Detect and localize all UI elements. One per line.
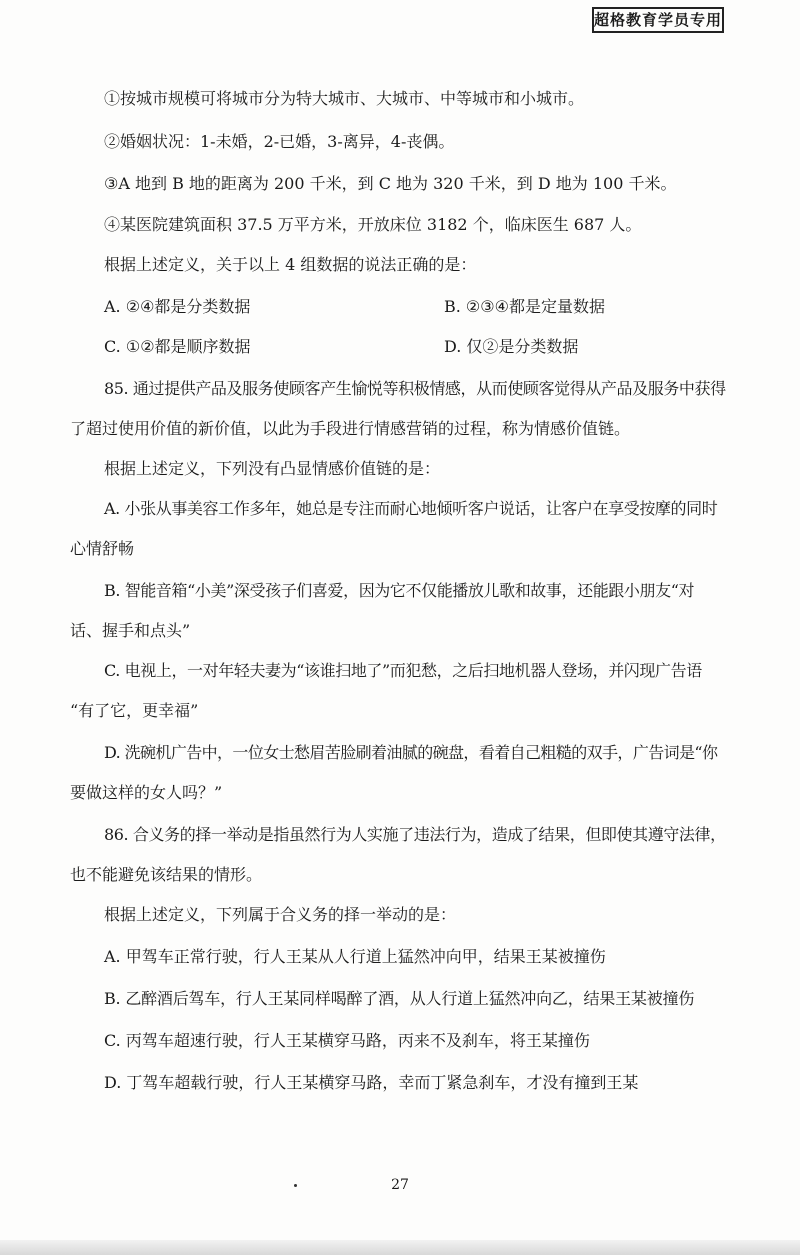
q86-option-a: A. 甲驾车正常行驶，行人王某从人行道上猛然冲向甲，结果王某被撞伤	[104, 947, 606, 966]
q86-option-c: C. 丙驾车超速行驶，行人王某横穿马路，丙来不及刹车，将王某撞伤	[104, 1031, 590, 1050]
q85-option-c-line-2: “有了它，更幸福”	[70, 701, 199, 720]
watermark-stamp: 超格教育学员专用	[592, 7, 724, 33]
q85-option-d-line-2: 要做这样的女人吗？”	[70, 783, 223, 802]
q85-question: 根据上述定义，下列没有凸显情感价值链的是：	[104, 459, 441, 478]
q85-option-d-line-1: D. 洗碗机广告中，一位女士愁眉苦脸刷着油腻的碗盘，看着自己粗糙的双手，广告词是“你	[104, 743, 718, 762]
q86-definition-line-2: 也不能避免该结果的情形。	[70, 865, 263, 884]
stray-dot	[294, 1184, 297, 1187]
q85-option-a-line-1: A. 小张从事美容工作多年，她总是专注而耐心地倾听客户说话，让客户在享受按摩的同时	[104, 499, 718, 518]
page-number: 27	[391, 1177, 409, 1193]
q85-definition-line-2: 了超过使用价值的新价值，以此为手段进行情感营销的过程，称为情感价值链。	[70, 419, 631, 438]
q85-option-c-line-1: C. 电视上，一对年轻夫妻为“该谁扫地了”而犯愁，之后扫地机器人登场，并闪现广告语	[104, 661, 702, 680]
q85-option-b-line-2: 话、握手和点头”	[70, 621, 191, 640]
data-item-4: ④某医院建筑面积 37.5 万平方米，开放床位 3182 个，临床医生 687 人。	[104, 215, 642, 234]
q84-option-d: D. 仅②是分类数据	[444, 337, 579, 356]
data-item-1: ①按城市规模可将城市分为特大城市、大城市、中等城市和小城市。	[104, 89, 585, 108]
q86-option-b: B. 乙醉酒后驾车，行人王某同样喝醉了酒，从人行道上猛然冲向乙，结果王某被撞伤	[104, 989, 695, 1008]
q84-option-a: A. ②④都是分类数据	[104, 297, 251, 316]
q86-definition-line-1: 86. 合义务的择一举动是指虽然行为人实施了违法行为，造成了结果，但即使其遵守法律，	[104, 825, 726, 844]
q86-option-d: D. 丁驾车超载行驶，行人王某横穿马路，幸而丁紧急刹车，才没有撞到王某	[104, 1073, 639, 1092]
q84-question: 根据上述定义，关于以上 4 组数据的说法正确的是：	[104, 255, 477, 274]
q85-definition-line-1: 85. 通过提供产品及服务使顾客产生愉悦等积极情感，从而使顾客觉得从产品及服务中获得	[104, 379, 726, 398]
scan-bottom-edge	[0, 1240, 800, 1255]
q84-option-b: B. ②③④都是定量数据	[444, 297, 605, 316]
q84-option-c: C. ①②都是顺序数据	[104, 337, 251, 356]
q85-option-a-line-2: 心情舒畅	[70, 539, 135, 558]
q86-question: 根据上述定义，下列属于合义务的择一举动的是：	[104, 905, 457, 924]
data-item-3: ③A 地到 B 地的距离为 200 千米，到 C 地为 320 千米，到 D 地为 100 千米。	[104, 174, 677, 193]
data-item-2: ②婚姻状况：1-未婚，2-已婚，3-离异，4-丧偶。	[104, 132, 455, 151]
q85-option-b-line-1: B. 智能音箱“小美”深受孩子们喜爱，因为它不仅能播放儿歌和故事，还能跟小朋友“对	[104, 581, 695, 600]
